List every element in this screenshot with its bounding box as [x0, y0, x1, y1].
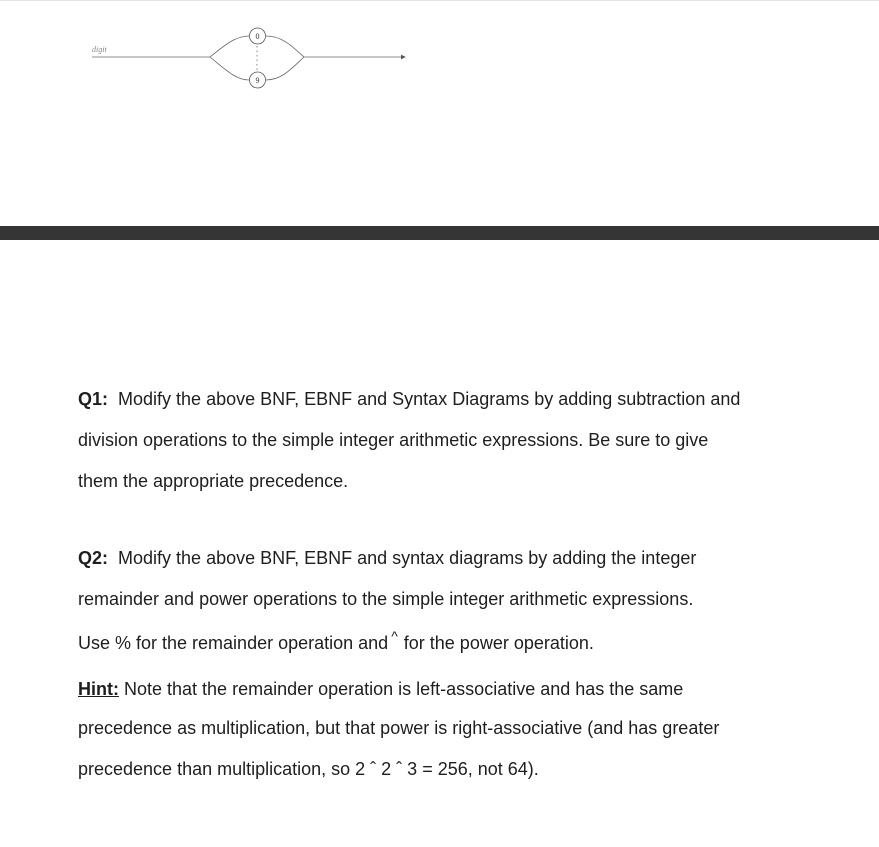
question-2 — [78, 547, 838, 799]
q1-text-1: Modify the above BNF, EBNF and Syntax Diagrams by adding subtraction and — [118, 389, 741, 409]
q2-line-2: remainder and power operations to the simple integer arithmetic expressions. — [78, 589, 694, 609]
diagram-node-top-label: 0 — [255, 32, 260, 41]
hint-line-3: precedence than multiplication, so 2 ˆ 2 ˆ 3 = 256, not 64). — [78, 759, 539, 779]
diagram-upper-merge — [266, 36, 304, 57]
q1-line-1 — [78, 388, 838, 429]
hint-line-1 — [78, 678, 838, 717]
q2-label: Q2: — [78, 548, 109, 568]
question-1 — [78, 388, 838, 511]
hint-text-1: Note that the remainder operation is left-associative and has the same — [124, 679, 684, 699]
q2-text-1: Modify the above BNF, EBNF and syntax diagrams by adding the integer — [118, 548, 697, 568]
hint-label: Hint: — [78, 679, 119, 699]
q1-line-3: them the appropriate precedence. — [78, 471, 349, 491]
diagram-lower-branch — [210, 57, 249, 80]
q2-line-1 — [78, 547, 838, 588]
caret-symbol: ^ — [391, 628, 398, 644]
q2-line-3 — [78, 628, 838, 678]
diagram-upper-branch — [210, 36, 249, 57]
digit-syntax-diagram — [0, 0, 879, 130]
dark-divider-band — [0, 226, 879, 240]
diagram-lower-merge — [266, 57, 304, 80]
q1-label: Q1: — [78, 389, 109, 409]
hint-line-2: precedence as multiplication, but that power is right-associative (and has greater — [78, 718, 720, 738]
q1-line-2: division operations to the simple integer arithmetic expressions. Be sure to give — [78, 430, 709, 450]
diagram-node-bottom-label: 9 — [255, 76, 260, 85]
q2-text-3b: for the power operation. — [403, 633, 594, 653]
q2-text-3a: Use % for the remainder operation and — [78, 633, 389, 653]
diagram-label: digit — [92, 45, 107, 54]
